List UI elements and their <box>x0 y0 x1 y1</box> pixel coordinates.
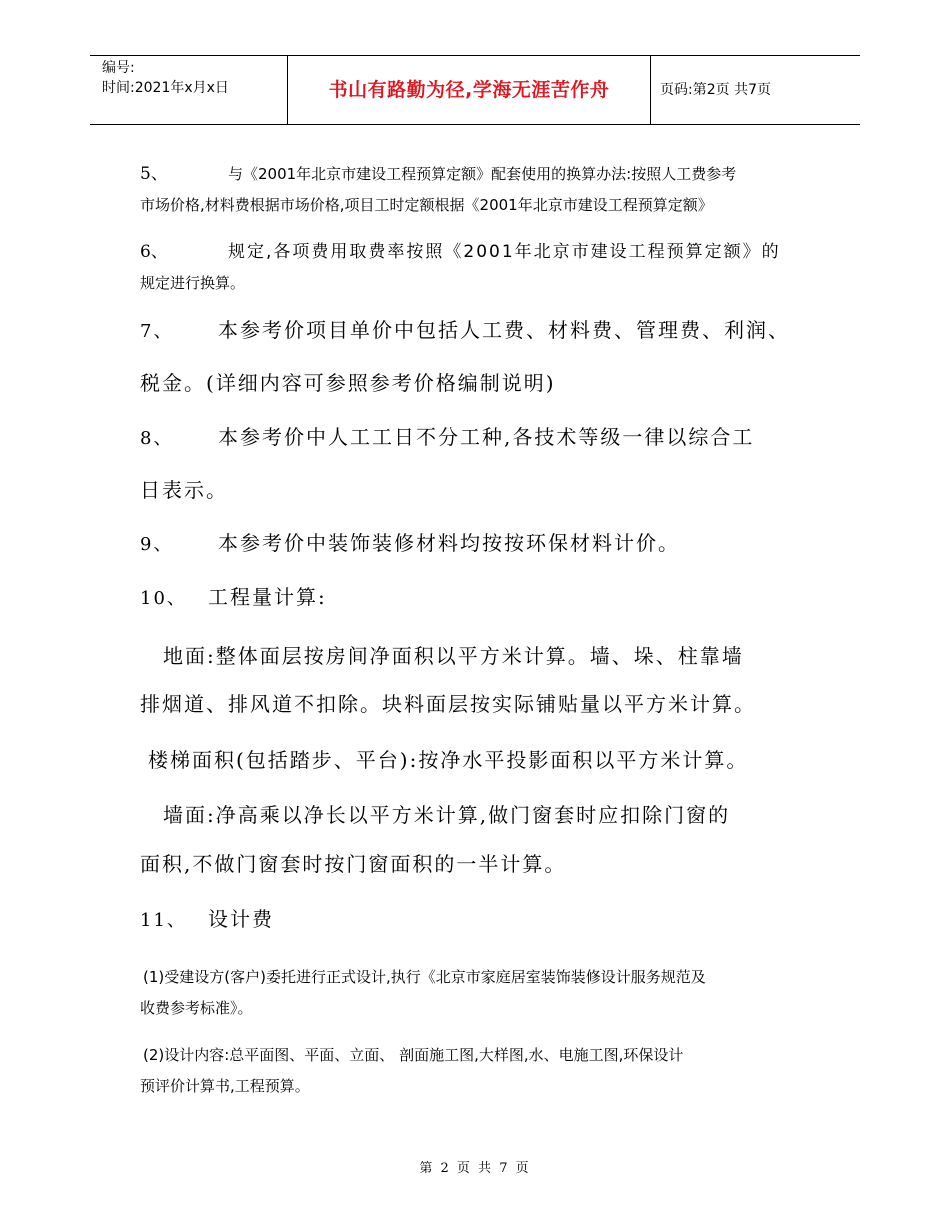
wall-rule-continued <box>140 838 830 891</box>
number-label: 编号: <box>102 60 135 76</box>
item-text: 日表示。 <box>140 478 228 502</box>
header-divider <box>650 56 651 124</box>
item-text: (1)受建设方(客户)委托进行正式设计,执行《北京市家庭居室装饰装修设计服务规范及 <box>143 968 706 986</box>
item-9 <box>140 517 830 571</box>
item-text: 规定,各项费用取费率按照《2001年北京市建设工程预算定额》的 <box>228 242 781 262</box>
item-7-continued <box>140 357 830 410</box>
item-text: 楼梯面积(包括踏步、平台):按净水平投影面积以平方米计算。 <box>148 748 749 772</box>
item-text: 规定进行换算。 <box>140 274 246 292</box>
item-text: 面积,不做门窗套时按门窗面积的一半计算。 <box>140 852 567 876</box>
item-8 <box>140 411 830 465</box>
design-fee-1 <box>143 962 833 993</box>
item-6 <box>140 237 830 268</box>
item-7 <box>140 304 830 358</box>
item-text: 市场价格,材料费根据市场价格,项目工时定额根据《2001年北京市建设工程预算定额》 <box>140 196 713 214</box>
item-number: 7、 <box>140 321 174 342</box>
item-number: 11、 <box>140 910 187 931</box>
item-5-continued <box>140 190 830 221</box>
item-text: 地面:整体面层按房间净面积以平方米计算。墙、垛、柱靠墙 <box>163 644 744 668</box>
page-header <box>90 55 860 125</box>
header-page-info: 页码:第2页 共7页 <box>660 82 771 98</box>
item-number: 9、 <box>140 534 174 555</box>
item-11 <box>140 893 830 947</box>
item-number: 5、 <box>140 164 168 184</box>
item-text: 工程量计算: <box>208 585 327 609</box>
item-text: 预评价计算书,工程预算。 <box>140 1077 310 1095</box>
header-motto: 书山有路勤为径,学海无涯苦作舟 <box>328 79 610 101</box>
item-text: 设计费 <box>208 907 274 931</box>
item-6-continued <box>140 268 830 299</box>
design-fee-2 <box>143 1040 833 1071</box>
floor-rule-continued <box>140 678 830 731</box>
item-number: 10、 <box>140 588 187 609</box>
item-text: 排烟道、排风道不扣除。块料面层按实际铺贴量以平方米计算。 <box>140 692 756 716</box>
item-5 <box>140 159 830 190</box>
design-fee-2-continued <box>140 1071 830 1102</box>
item-text: 墙面:净高乘以净长以平方米计算,做门窗套时应扣除门窗的 <box>163 803 731 827</box>
item-text: 与《2001年北京市建设工程预算定额》配套使用的换算办法:按照人工费参考 <box>228 165 737 183</box>
item-text: 本参考价项目单价中包括人工费、材料费、管理费、利润、 <box>218 318 790 342</box>
item-8-continued <box>140 464 830 517</box>
wall-rule <box>163 789 853 842</box>
header-meta <box>102 58 229 98</box>
item-number: 8、 <box>140 428 174 449</box>
item-number: 6、 <box>140 242 168 262</box>
floor-rule <box>163 630 853 683</box>
page-footer: 第 2 页 共 7 页 <box>419 1161 531 1176</box>
time-label: 时间:2021年x月x日 <box>102 80 229 96</box>
item-10 <box>140 571 830 625</box>
item-text: 本参考价中人工工日不分工种,各技术等级一律以综合工 <box>218 425 755 449</box>
item-text: 本参考价中装饰装修材料均按按环保材料计价。 <box>218 531 680 555</box>
stairs-rule <box>148 734 838 787</box>
design-fee-1-continued <box>140 993 830 1024</box>
item-text: (2)设计内容:总平面图、平面、立面、 剖面施工图,大样图,水、电施工图,环保设计 <box>143 1046 684 1064</box>
item-text: 收费参考标准》。 <box>140 999 253 1017</box>
item-text: 税金。(详细内容可参照参考价格编制说明) <box>140 371 556 395</box>
